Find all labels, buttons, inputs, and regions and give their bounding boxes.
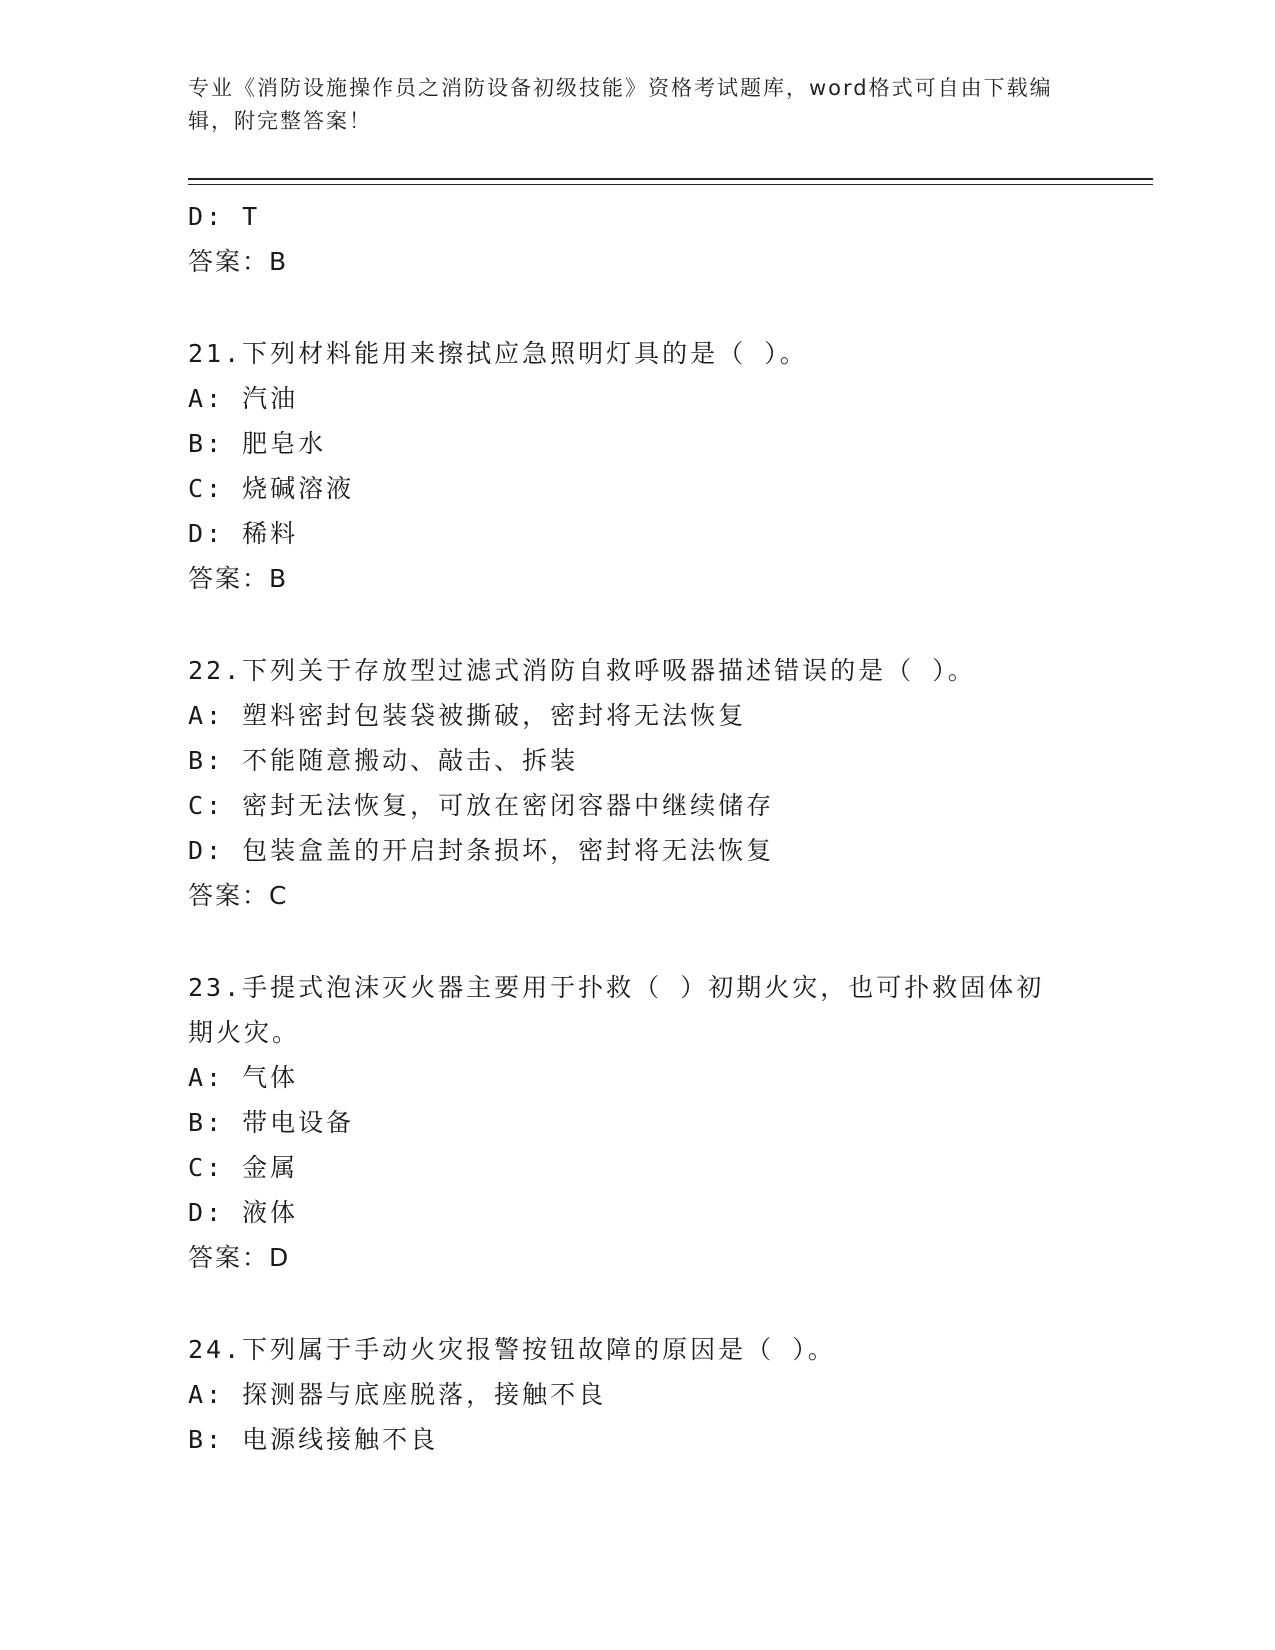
- question-text: 24.下列属于手动火灾报警按钮故障的原因是（ ）。: [188, 1335, 836, 1364]
- question-24: [188, 1327, 1088, 1462]
- option-a: A: 汽油: [188, 384, 299, 413]
- option-c: C: 烧碱溶液: [188, 474, 355, 503]
- option-b: B: 不能随意搬动、敲击、拆装: [188, 746, 579, 775]
- option-a: A: 探测器与底座脱落，接触不良: [188, 1380, 607, 1409]
- question-23: [188, 965, 1088, 1280]
- page-header: 专业《消防设施操作员之消防设备初级技能》资格考试题库，word格式可自由下载编辑，附完整答案！: [188, 76, 1053, 133]
- option-b: B: 电源线接触不良: [188, 1425, 439, 1454]
- answer: 答案：C: [188, 881, 289, 910]
- option-b: B: 带电设备: [188, 1108, 355, 1137]
- answer: 答案：B: [188, 247, 289, 276]
- question-22: [188, 648, 1088, 918]
- header-rule: [188, 178, 1153, 180]
- option-a: A: 气体: [188, 1063, 299, 1092]
- option-c: C: 密封无法恢复，可放在密闭容器中继续储存: [188, 791, 775, 820]
- option-b: B: 肥皂水: [188, 429, 327, 458]
- option-a: A: 塑料密封包装袋被撕破，密封将无法恢复: [188, 701, 747, 730]
- question-21: [188, 331, 1088, 601]
- answer: 答案：D: [188, 1243, 291, 1272]
- question-list: [188, 194, 1088, 1462]
- header-rule-thin: [188, 184, 1153, 185]
- question-text: 21.下列材料能用来擦拭应急照明灯具的是（ ）。: [188, 339, 808, 368]
- option-d: D: 液体: [188, 1198, 299, 1227]
- question-text: 22.下列关于存放型过滤式消防自救呼吸器描述错误的是（ ）。: [188, 656, 976, 685]
- option-d: D: T: [188, 202, 261, 231]
- question-text: 23.手提式泡沫灭火器主要用于扑救（ ）初期火灾，也可扑救固体初期火灾。: [188, 973, 1045, 1047]
- option-c: C: 金属: [188, 1153, 299, 1182]
- option-d: D: 稀料: [188, 519, 299, 548]
- answer: 答案：B: [188, 564, 289, 593]
- option-d: D: 包装盒盖的开启封条损坏，密封将无法恢复: [188, 836, 775, 865]
